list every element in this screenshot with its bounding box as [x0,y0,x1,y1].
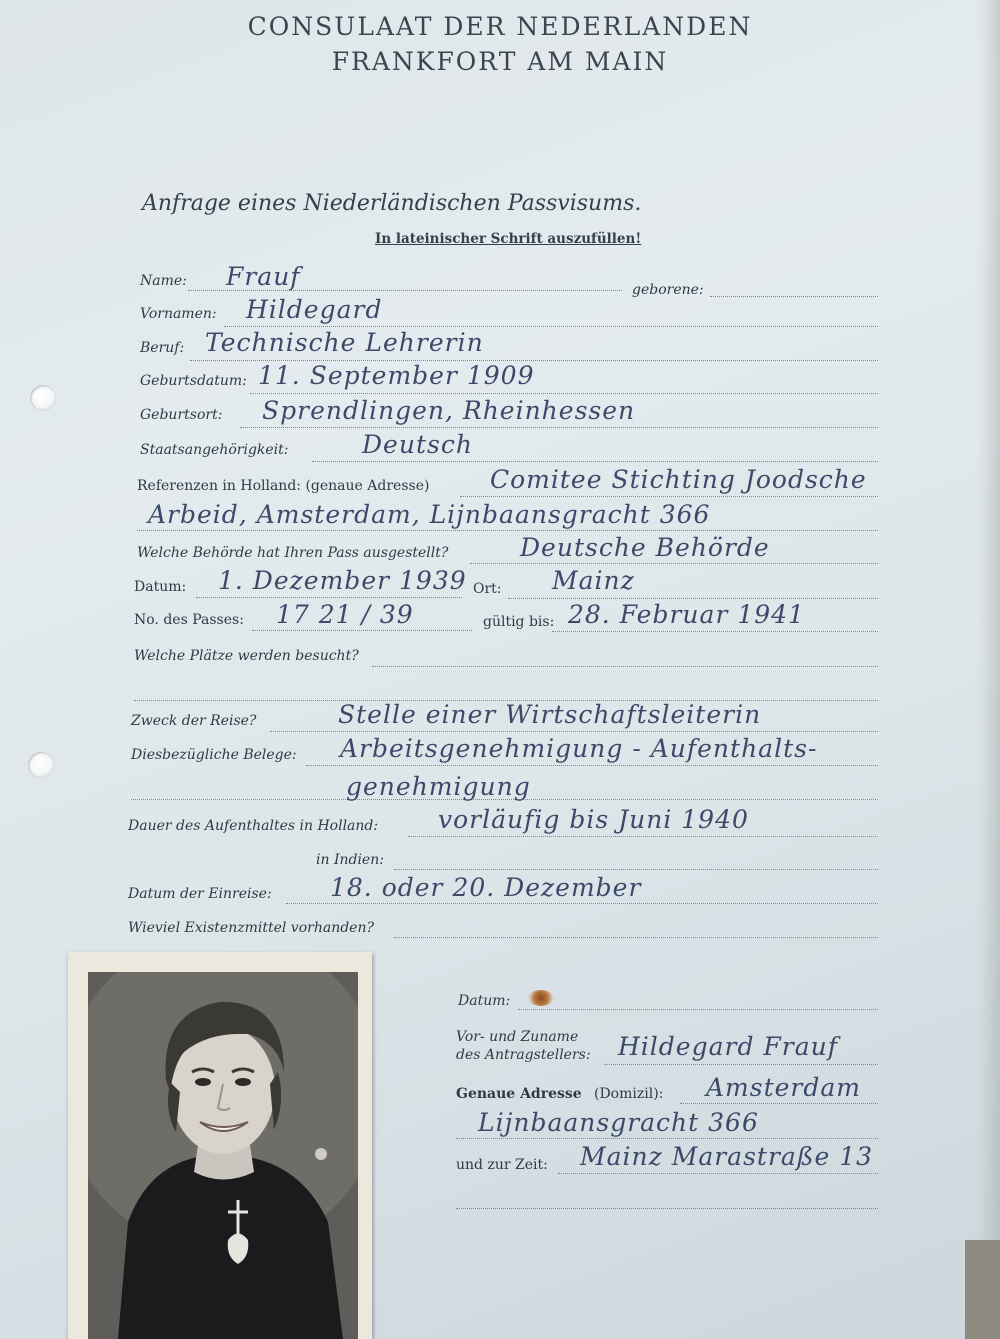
value-zweck: Stelle einer Wirtschaftsleiterin [338,700,762,729]
label-zur-zeit: und zur Zeit: [456,1157,548,1173]
label-dauer-holland: Dauer des Aufenthaltes in Holland: [128,818,379,834]
value-pass-nr: 17 21 / 39 [276,600,414,629]
field-line [224,326,878,327]
label-datum: Datum: [134,579,187,595]
field-line [710,296,878,297]
label-beruf: Beruf: [140,340,185,356]
value-belege-line-2: genehmigung [346,772,531,801]
value-gueltig-bis: 28. Februar 1941 [568,600,805,629]
label-dauer-indien: in Indien: [316,852,384,868]
form-title: Anfrage eines Niederländischen Passvisums. [142,191,642,216]
field-line [252,630,472,631]
value-name: Frauf [226,262,301,291]
table-surface [965,1240,1000,1339]
value-zur-zeit: Mainz Marastraße 13 [580,1142,874,1171]
field-line [460,496,878,497]
value-ort: Mainz [552,566,635,595]
label-plaetze: Welche Plätze werden besucht? [134,648,359,664]
label-staatsangehoerigkeit: Staatsangehörigkeit: [140,442,289,458]
field-line [604,1064,878,1065]
field-line [680,1103,878,1104]
label-antragsteller-2: des Antragstellers: [456,1047,591,1063]
label-antrag-datum: Datum: [458,993,511,1009]
portrait-photo-icon [88,972,358,1339]
label-behoerde: Welche Behörde hat Ihren Pass ausgestellt? [137,545,449,561]
label-pass-nr: No. des Passes: [134,612,244,628]
label-zweck: Zweck der Reise? [131,713,257,729]
field-line [250,393,878,394]
label-referenzen: Referenzen in Holland: (genaue Adresse) [137,478,430,494]
value-datum: 1. Dezember 1939 [218,566,467,595]
field-line [270,731,878,732]
consulate-header-line-2: FRANKFORT AM MAIN [331,47,669,76]
label-adresse-2: (Domizil): [594,1086,664,1102]
field-line [312,461,878,462]
label-geburtsdatum: Geburtsdatum: [140,373,247,389]
label-antragsteller-1: Vor- und Zuname [456,1029,579,1045]
field-line [518,1009,878,1010]
label-adresse-1: Genaue Adresse [456,1086,582,1102]
value-dauer-holland: vorläufig bis Juni 1940 [438,805,749,834]
field-line [137,530,878,531]
label-existenzmittel: Wieviel Existenzmittel vorhanden? [128,920,374,936]
consulate-header-line-1: CONSULAAT DER NEDERLANDEN [247,12,753,41]
field-line [196,597,462,598]
value-adresse-1: Amsterdam [706,1073,861,1102]
value-geburtsort: Sprendlingen, Rheinhessen [262,396,636,425]
label-name: Name: [140,273,187,289]
label-gueltig-bis: gültig bis: [483,614,555,630]
value-vornamen: Hildegard [246,295,383,324]
paper-edge-shadow [978,0,1000,1339]
value-staatsangehoerigkeit: Deutsch [362,430,473,459]
value-geburtsdatum: 11. September 1909 [258,361,535,390]
field-line [408,836,878,837]
field-line [372,666,878,667]
field-line [470,563,878,564]
field-line [240,427,878,428]
field-line [456,1208,878,1209]
value-beruf: Technische Lehrerin [205,328,484,357]
field-line [508,598,878,599]
label-einreise: Datum der Einreise: [128,886,272,902]
value-behoerde: Deutsche Behörde [520,533,770,562]
value-einreise: 18. oder 20. Dezember [330,873,642,902]
stain [528,990,554,1006]
field-line [286,903,878,904]
field-line [306,765,878,766]
value-antragsteller: Hildegard Frauf [618,1032,838,1061]
value-belege-line-1: Arbeitsgenehmigung - Aufenthalts- [340,734,818,763]
field-line [558,1173,878,1174]
value-referenzen-line-1: Comitee Stichting Joodsche [490,465,867,494]
label-vornamen: Vornamen: [140,306,217,322]
field-line [394,937,878,938]
label-ort: Ort: [473,581,502,597]
value-referenzen-line-2: Arbeid, Amsterdam, Lijnbaansgracht 366 [148,500,711,529]
field-line [552,631,878,632]
label-geborene: geborene: [632,282,704,298]
punch-hole-icon [28,752,54,778]
punch-hole-icon [30,385,56,411]
value-adresse-2: Lijnbaansgracht 366 [478,1108,759,1137]
label-geburtsort: Geburtsort: [140,407,223,423]
portrait-illustration [88,972,358,1339]
form-instruction: In lateinischer Schrift auszufüllen! [375,231,642,247]
field-line [456,1138,878,1139]
label-belege: Diesbezügliche Belege: [131,747,297,763]
field-line [394,869,878,870]
